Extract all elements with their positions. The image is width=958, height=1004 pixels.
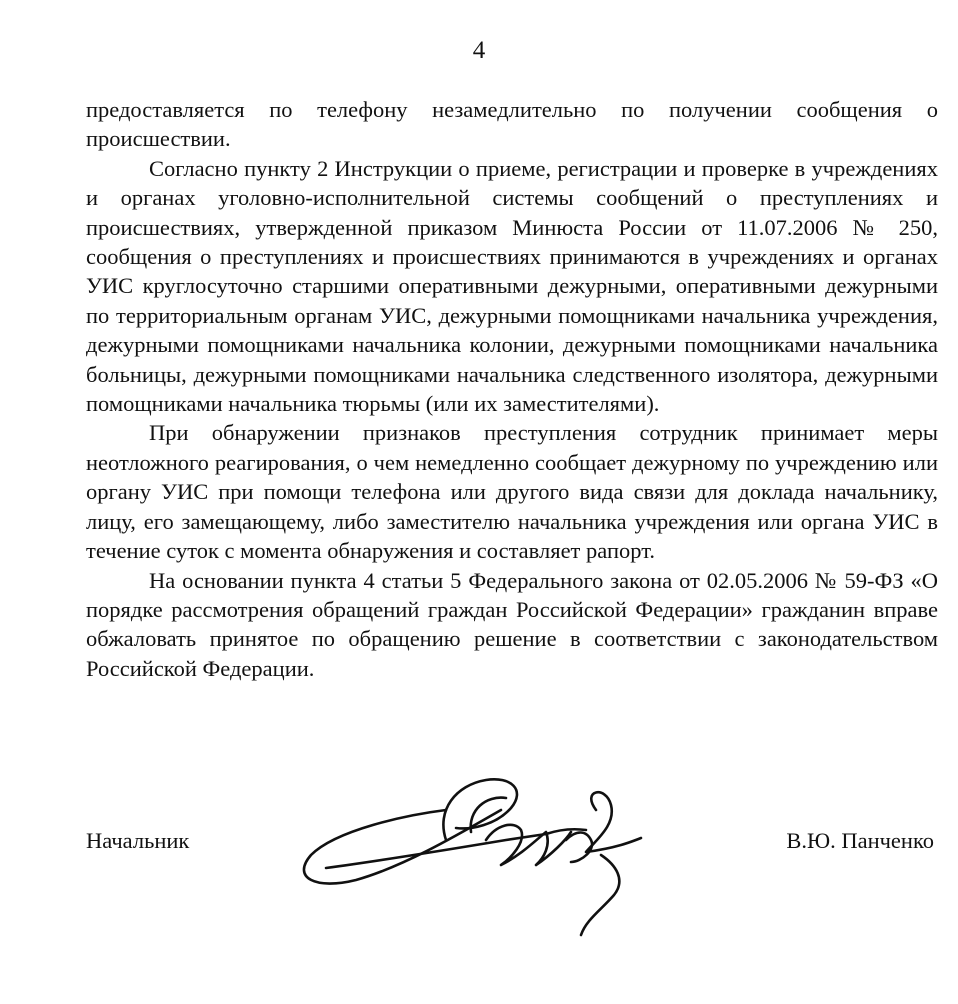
paragraph-crime-detection: При обнаружении признаков преступления сотрудник принимает меры неотложного реагирования, о чем немедленно сообщает дежурному по учреждению или органу УИС при помощи телефона или другого вида связи для доклада начальнику, лицу, его замещающему, либо заместителю начальника учреждения или органа УИС в течение суток с момента обнаружения и составляет рапорт.: [86, 420, 938, 564]
page-number: 4: [472, 37, 486, 64]
handwritten-signature: [296, 770, 656, 940]
signatory-position: Начальник: [86, 828, 190, 853]
signatory-name: В.Ю. Панченко: [786, 828, 934, 853]
paragraph-appeal-right: На основании пункта 4 статьи 5 Федерального закона от 02.05.2006 № 59-ФЗ «О порядке рассмотрения обращений граждан Российской Федерации» гражданин вправе обжаловать принятое по обращению решение в соответствии с законодательством Российской Федерации.: [86, 567, 938, 681]
paragraph-instruction: Согласно пункту 2 Инструкции о приеме, регистрации и проверке в учреждениях и органах уголовно-исполнительной системы сообщений о преступлениях и происшествиях, утвержденной приказом Минюста России от 11.07.2006 № 250, сообщения о преступлениях и происшествиях принимаются в учреждениях и органах УИС круглосуточно старшими оперативными дежурными, оперативными дежурными по территориальным органам УИС, дежурными помощниками начальника учреждения, дежурными помощниками начальника колонии, дежурными помощниками начальника больницы, дежурными помощниками начальника следственного изолятора, дежурными помощниками начальника тюрьмы (или их заместителями).: [86, 155, 938, 417]
document-body: [86, 95, 938, 683]
paragraph-continuation: предоставляется по телефону незамедлительно по получении сообщения о происшествии.: [86, 97, 938, 152]
